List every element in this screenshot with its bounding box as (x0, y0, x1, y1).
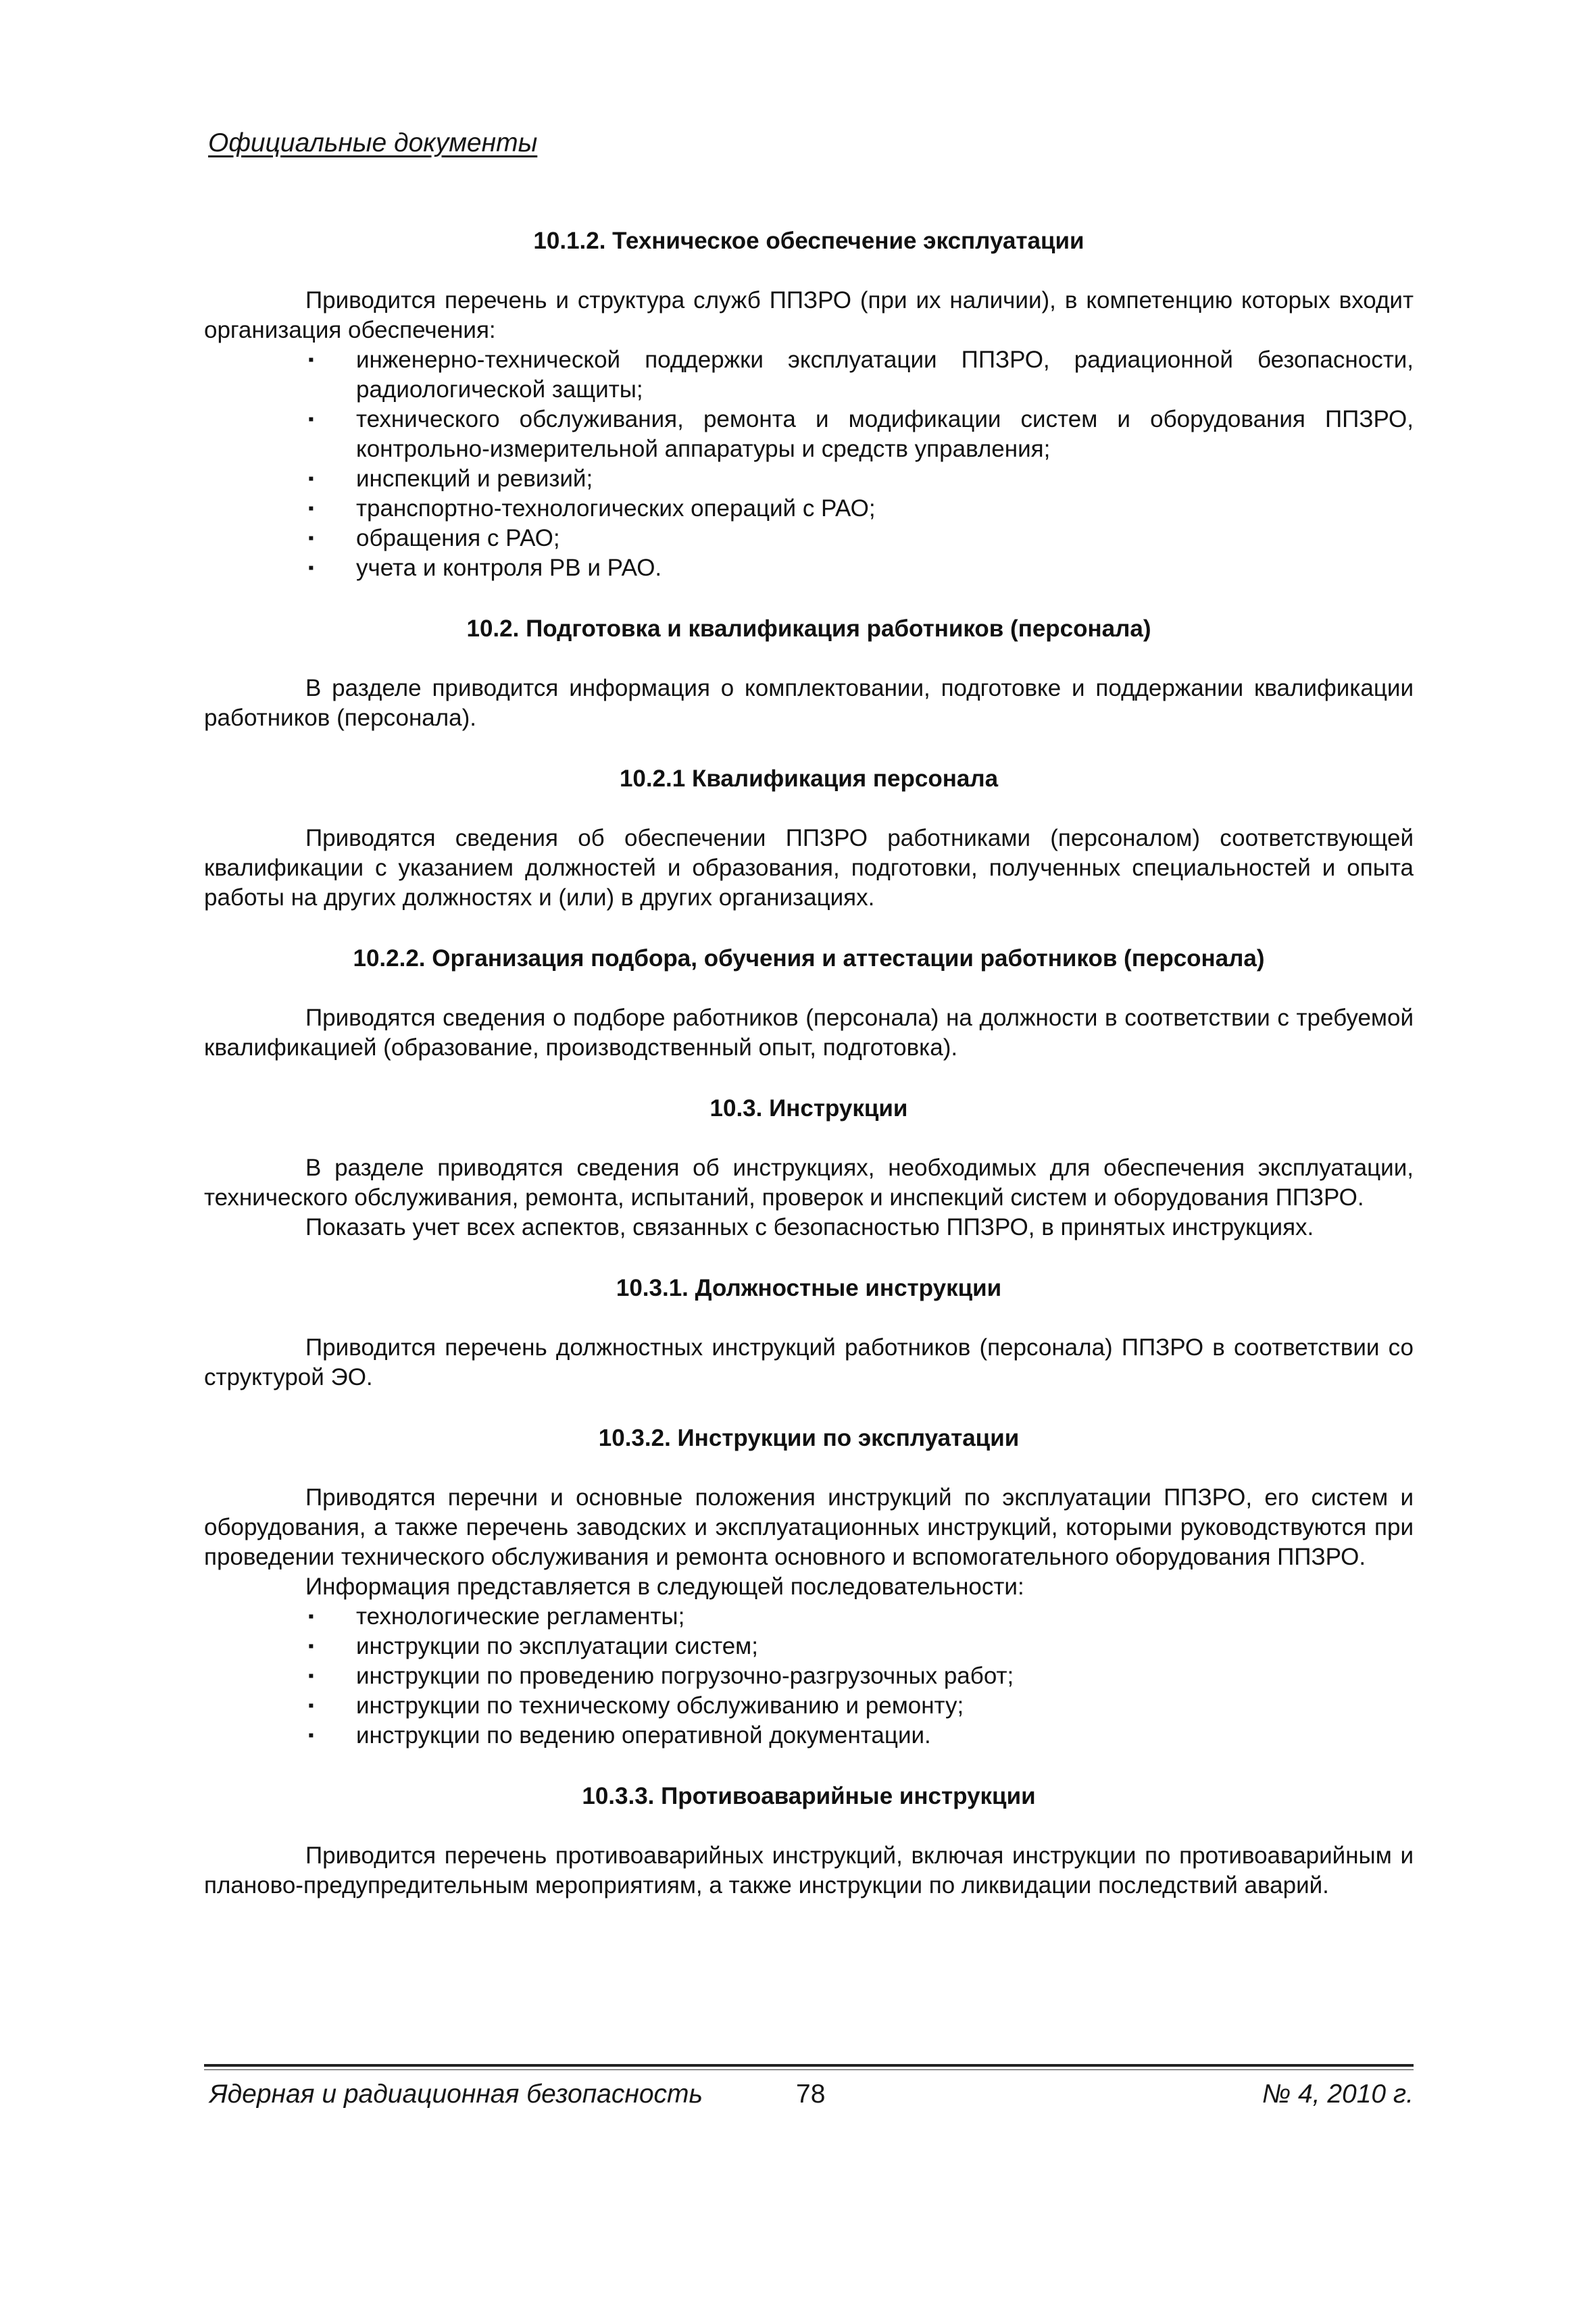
list-item: ▪ инструкции по проведению погрузочно-разгрузочных работ; (204, 1661, 1414, 1691)
issue-number: № 4, 2010 г. (1262, 2080, 1414, 2109)
paragraph: Приводятся сведения о подборе работников (персонала) на должности в соответствии с требуемой квалификацией (образование, производственный опыт, подготовка). (204, 1005, 1414, 1061)
paragraph: Приводятся перечни и основные положения инструкций по эксплуатации ППЗРО, его систем и оборудования, а также перечень заводских и эксплуатационных инструкций, которыми руководствуются при проведении технического обслуживания и ремонта основного и вспомогательного оборудования ППЗРО. (204, 1484, 1414, 1570)
bullet-icon: ▪ (308, 1696, 314, 1715)
section-heading-10-2: 10.2. Подготовка и квалификация работников (персонала) (466, 615, 1151, 642)
section-heading-10-1-2: 10.1.2. Техническое обеспечение эксплуатации (533, 228, 1084, 254)
bullet-icon: ▪ (308, 499, 314, 518)
section-heading-10-2-1: 10.2.1 Квалификация персонала (619, 765, 999, 792)
list-item: ▪ транспортно-технологических операций с РАО; (204, 494, 1414, 524)
paragraph: Приводится перечень должностных инструкций работников (персонала) ППЗРО в соответствии со структурой ЭО. (204, 1334, 1414, 1390)
bullet-icon: ▪ (308, 529, 314, 547)
list-item: ▪ учета и контроля РВ и РАО. (204, 553, 1414, 583)
bullet-icon: ▪ (308, 351, 314, 369)
section-heading-10-3-1: 10.3.1. Должностные инструкции (616, 1275, 1002, 1301)
bullet-list-instructions (204, 1602, 1414, 1751)
page-number: 78 (796, 2080, 826, 2109)
bullet-list-services (204, 345, 1414, 583)
list-item: ▪ инструкции по техническому обслуживанию и ремонту; (204, 1691, 1414, 1721)
paragraph: Приводится перечень противоаварийных инструкций, включая инструкции по противоаварийным и планово-предупредительным мероприятиям, а также инструкции по ликвидации последствий аварий. (204, 1842, 1414, 1898)
list-item: ▪ технического обслуживания, ремонта и модификации систем и оборудования ППЗРО, контрольно-измерительной аппаратуры и средств управления; (308, 406, 1414, 462)
section-heading-10-3-2: 10.3.2. Инструкции по эксплуатации (598, 1425, 1020, 1451)
bullet-icon: ▪ (308, 559, 314, 577)
bullet-icon: ▪ (308, 1607, 314, 1626)
list-item: ▪ инженерно-технической поддержки эксплуатации ППЗРО, радиационной безопасности, радиологической защиты; (308, 347, 1414, 403)
footer-row (204, 2080, 1414, 2120)
list-item: ▪ технологические регламенты; (204, 1602, 1414, 1632)
section-heading-10-3-3: 10.3.3. Противоаварийные инструкции (582, 1783, 1036, 1809)
bullet-icon: ▪ (308, 1667, 314, 1685)
footer-rule-thin (204, 2069, 1414, 2070)
list-item: ▪ инспекций и ревизий; (204, 464, 1414, 494)
paragraph: Приводятся сведения об обеспечении ППЗРО работниками (персоналом) соответствующей квалификации с указанием должностей и образования, подготовки, полученных специальностей и опыта работы на других должностях и (или) в других организациях. (204, 825, 1414, 911)
paragraph: Приводится перечень и структура служб ППЗРО (при их наличии), в компетенцию которых входит организация обеспечения: (204, 287, 1414, 343)
bullet-icon: ▪ (308, 470, 314, 488)
bullet-icon: ▪ (308, 410, 314, 428)
section-heading-10-3: 10.3. Инструкции (709, 1095, 908, 1122)
paragraph: Показать учет всех аспектов, связанных с безопасностью ППЗРО, в принятых инструкциях. (305, 1214, 1314, 1240)
footer-rule (204, 2064, 1414, 2067)
section-heading-10-2-2: 10.2.2. Организация подбора, обучения и аттестации работников (персонала) (353, 945, 1265, 972)
document-body (204, 226, 1414, 1901)
list-item: ▪ инструкции по ведению оперативной документации. (204, 1721, 1414, 1751)
journal-title: Ядерная и радиационная безопасность (209, 2080, 703, 2109)
bullet-icon: ▪ (308, 1726, 314, 1744)
paragraph: В разделе приводятся сведения об инструкциях, необходимых для обеспечения эксплуатации, технического обслуживания, ремонта, испытаний, проверок и инспекций систем и оборудования ППЗРО. (204, 1155, 1414, 1211)
list-item: ▪ инструкции по эксплуатации систем; (204, 1632, 1414, 1661)
bullet-icon: ▪ (308, 1637, 314, 1655)
running-header: Официальные документы (208, 128, 538, 157)
paragraph: В разделе приводится информация о комплектовании, подготовке и поддержании квалификации работников (персонала). (204, 675, 1414, 731)
page-footer (204, 2064, 1414, 2120)
paragraph: Информация представляется в следующей последовательности: (305, 1574, 1024, 1600)
list-item: ▪ обращения с РАО; (204, 524, 1414, 553)
